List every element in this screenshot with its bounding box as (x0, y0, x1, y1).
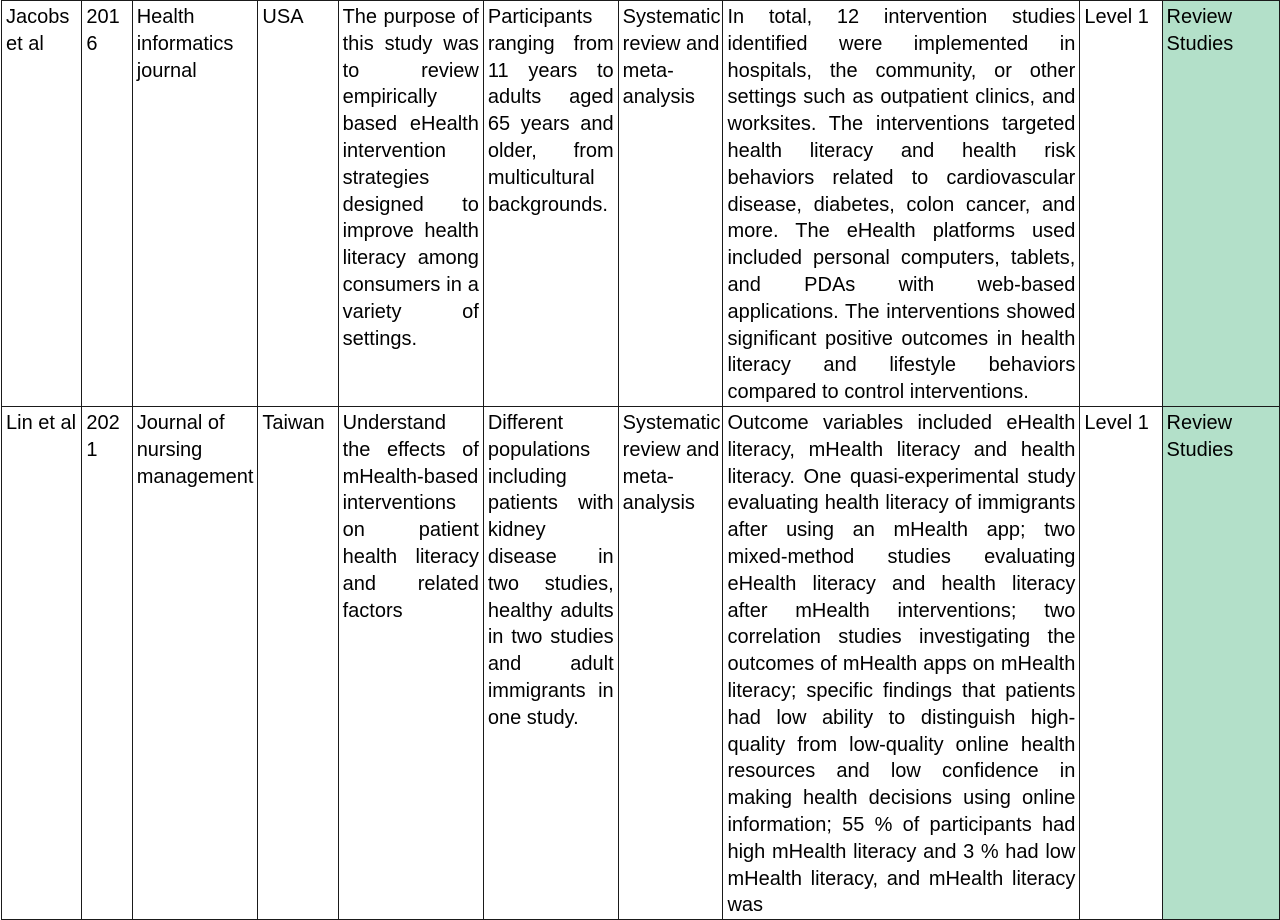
participants-cell: Participants ranging from 11 years to adults aged 65 years and older, from multicultural backgrounds. (483, 1, 618, 407)
level-cell: Level 1 (1080, 1, 1162, 407)
journal-cell: Journal of nursing management (132, 406, 258, 919)
country-cell: Taiwan (258, 406, 338, 919)
year-cell: 201 6 (82, 1, 132, 407)
author-cell: Jacobs et al (2, 1, 82, 407)
design-cell: Systematic review and meta-analysis (618, 1, 723, 407)
country-cell: USA (258, 1, 338, 407)
level-cell: Level 1 (1080, 406, 1162, 919)
purpose-cell: Understand the effects of mHealth-based interventions on patient health literacy and related factors (338, 406, 483, 919)
evidence-type-cell: Review Studies (1162, 1, 1279, 407)
table-row (2, 406, 1280, 919)
findings-cell: In total, 12 intervention studies identified were implemented in hospitals, the community, or other settings such as outpatient clinics, and worksites. The interventions targeted health literacy and health risk behaviors related to cardiovascular disease, diabetes, colon cancer, and more. The eHealth platforms used included personal computers, tablets, and PDAs with web-based applications. The interventions showed significant positive outcomes in health literacy and lifestyle behaviors compared to control interventions. (723, 1, 1080, 407)
design-cell: Systematic review and meta-analysis (618, 406, 723, 919)
evidence-table (1, 0, 1280, 920)
purpose-cell: The purpose of this study was to review empirically based eHealth intervention strategies designed to improve health literacy among consumers in a variety of settings. (338, 1, 483, 407)
evidence-type-cell: Review Studies (1162, 406, 1279, 919)
author-cell: Lin et al (2, 406, 82, 919)
findings-cell: Outcome variables included eHealth literacy, mHealth literacy and health literacy. One quasi-experimental study evaluating health literacy of immigrants after using an mHealth app; two mixed-method studies evaluating eHealth literacy and health literacy after mHealth interventions; two correlation studies investigating the outcomes of mHealth apps on mHealth literacy; specific findings that patients had low ability to distinguish high-quality from low-quality online health resources and low confidence in making health decisions using online information; 55 % of participants had high mHealth literacy and 3 % had low mHealth literacy, and mHealth literacy was (723, 406, 1080, 919)
table-row (2, 1, 1280, 407)
journal-cell: Health informatics journal (132, 1, 258, 407)
year-cell: 202 1 (82, 406, 132, 919)
participants-cell: Different populations including patients with kidney disease in two studies, healthy adults in two studies and adult immigrants in one study. (483, 406, 618, 919)
